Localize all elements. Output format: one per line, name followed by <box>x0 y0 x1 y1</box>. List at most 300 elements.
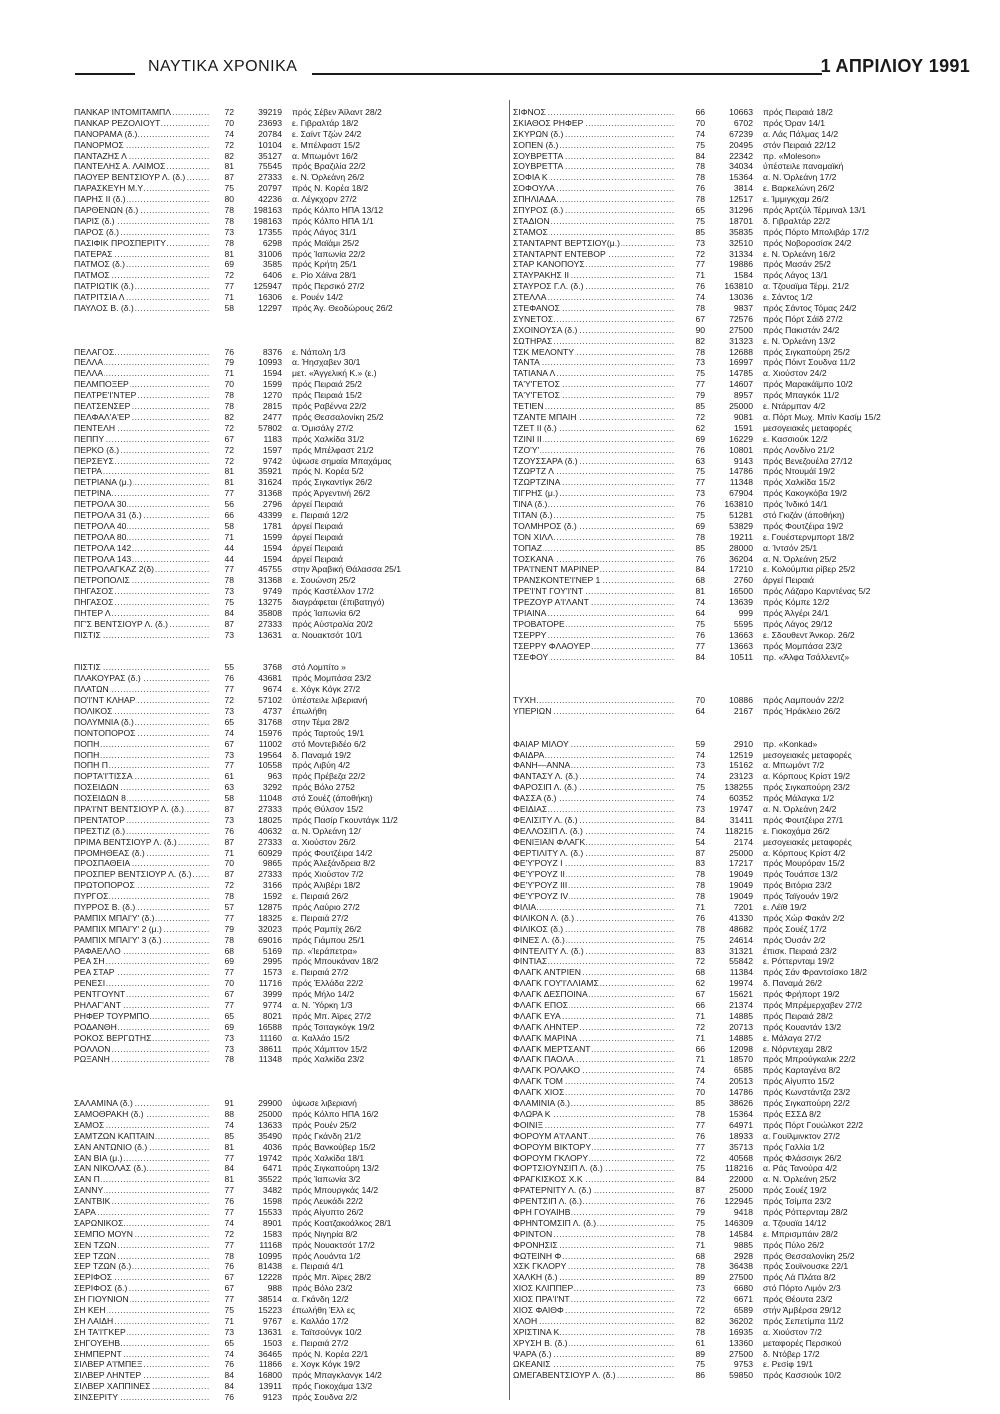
ship-name-text: ΦΟΡΟΥΜ Α'Ι'ΛΑΝΤ <box>513 1130 588 1141</box>
ship-row <box>74 891 488 902</box>
build-year: 76 <box>224 1392 234 1403</box>
ship-position: ε. Πειραιά 4/1 <box>292 1261 344 1272</box>
ship-position: στό Μοντεβιδέο 6/2 <box>292 738 366 749</box>
ship-name <box>513 891 675 902</box>
ship-position: δ. Παναμά 26/2 <box>763 978 823 989</box>
ship-position: πρός Πρέβεζα 22/2 <box>292 771 366 782</box>
build-year: 71 <box>224 847 234 858</box>
ship-name-text: ΠΑΥΛΟΣ Β. (δ.) <box>74 303 134 314</box>
tonnage: 2174 <box>733 836 753 847</box>
ship-name-text: ΠΕΤΡΟΠΟΛΙΣ <box>74 575 130 586</box>
ship-position: α. Ν. Όρλεάνη 17/2 <box>763 172 837 183</box>
build-year: 55 <box>224 662 234 673</box>
ship-row <box>513 913 995 924</box>
tonnage: 6471 <box>262 1163 282 1174</box>
build-year: 84 <box>695 814 705 825</box>
ship-name <box>513 270 675 281</box>
tonnage: 11716 <box>258 978 282 989</box>
build-year: 81 <box>224 161 234 172</box>
ship-row <box>74 1316 488 1327</box>
ship-name <box>74 499 210 510</box>
ship-position: ε. Γιοκοχάμα 26/2 <box>763 825 830 836</box>
ship-position: πρός Λονδίνο 21/2 <box>763 444 835 455</box>
ship-name <box>513 1033 675 1044</box>
ship-name <box>74 760 210 771</box>
ship-row <box>513 423 995 434</box>
ship-name <box>74 564 210 575</box>
tonnage: 118216 <box>724 1163 753 1174</box>
ship-row <box>513 140 995 151</box>
build-year: 67 <box>224 1272 234 1283</box>
tonnage: 69016 <box>258 934 282 945</box>
ship-position: πρός Νουακτσότ 17/2 <box>292 1239 375 1250</box>
ship-name-text: ΣΤΕΛΛΑ <box>513 292 547 303</box>
build-year: 77 <box>224 564 234 575</box>
ship-name <box>513 771 675 782</box>
ship-position: α. Τζουαϊα 14/12 <box>763 1217 827 1228</box>
ship-name-text: ΦΛΑΓΚ ΔΕΣΠΟΙΝΑ <box>513 989 588 1000</box>
build-year: 65 <box>224 1010 234 1021</box>
tonnage: 15533 <box>258 1206 282 1217</box>
tonnage: 18701 <box>729 215 753 226</box>
build-year: 71 <box>695 1032 705 1043</box>
tonnage: 10558 <box>258 760 282 771</box>
ship-name <box>513 1218 675 1229</box>
ship-name <box>74 837 210 848</box>
ship-position: πρός Πασίρ Γκουντάγκ 11/2 <box>292 814 398 825</box>
ship-position: α. Καλλάο 15/2 <box>292 1032 350 1043</box>
build-year: 74 <box>695 793 705 804</box>
build-year: 70 <box>224 858 234 869</box>
ship-row <box>513 477 995 488</box>
ship-position: πρός Μπαγκλανγκ 14/2 <box>292 1370 382 1381</box>
build-year: 77 <box>224 281 234 292</box>
ship-name <box>513 238 675 249</box>
tonnage: 27500 <box>729 1348 753 1359</box>
ship-position: άργεί Πειραιά <box>292 553 343 564</box>
tonnage: 9885 <box>733 1239 753 1250</box>
newspaper-title: ΝΑΥΤΙΚΑ ΧΡΟΝΙΚΑ <box>148 58 298 75</box>
ship-row <box>513 172 995 183</box>
build-year: 59 <box>695 738 705 749</box>
build-year: 88 <box>224 1108 234 1119</box>
ship-name <box>513 1283 675 1294</box>
ship-row <box>74 412 488 423</box>
tonnage: 41330 <box>729 912 753 923</box>
ship-name-text: ΠΡΕΝΤΑΤΟΡ <box>74 814 126 825</box>
ship-row <box>74 1283 488 1294</box>
ship-name <box>513 967 675 978</box>
ship-name-text: ΣΤΑΝΤΑΡΝΤ ΕΝΤΕΒΟΡ <box>513 248 606 259</box>
ship-row <box>74 1098 488 1109</box>
ship-position: πρ. «Ίεράπετρα» <box>292 945 358 956</box>
ship-name <box>513 1185 675 1196</box>
tonnage: 8901 <box>262 1217 282 1228</box>
tonnage: 15162 <box>729 760 753 771</box>
build-year: 74 <box>695 597 705 608</box>
column-divider <box>509 100 510 1400</box>
build-year: 79 <box>695 390 705 401</box>
ship-row <box>74 1054 488 1065</box>
ship-position: δ. Γιβραλτάρ 22/2 <box>763 215 831 226</box>
tonnage: 45755 <box>258 564 282 575</box>
build-year: 76 <box>224 1196 234 1207</box>
ship-position: πρός Θέουτα 23/2 <box>763 1294 833 1305</box>
ship-name-text: ΠΑΡΑΣΚΕΥΗ Μ.Υ <box>74 183 144 194</box>
build-year: 58 <box>224 520 234 531</box>
ship-name-text: ΦΡΕΝΤΣΙΠ Λ. (δ.) <box>513 1196 583 1207</box>
ship-name <box>513 1261 675 1272</box>
tonnage: 13360 <box>729 1337 753 1348</box>
ship-row <box>74 717 488 728</box>
ship-row <box>74 521 488 532</box>
ship-position: πρός Σιγκαπούρη 23/2 <box>763 782 850 793</box>
ship-row <box>513 554 995 565</box>
ship-name-text: ΠΕΤΡΟΛΑ 80 <box>74 531 127 542</box>
build-year: 86 <box>695 1370 705 1381</box>
tonnage: 16500 <box>729 586 753 597</box>
ship-row <box>513 564 995 575</box>
tonnage: 9749 <box>262 586 282 597</box>
ship-name-text: ΣΤΑΔΙΟΝ <box>513 215 550 226</box>
build-year: 78 <box>695 194 705 205</box>
ship-row <box>513 1294 995 1305</box>
ship-name-text: ΦΛΑΓΚ ΓΟΥ'Ι'ΛΛΙΑΜΣ <box>513 978 599 989</box>
ship-row <box>74 771 488 782</box>
ship-name <box>513 826 675 837</box>
ship-name-text: ΡΗΦΕΡ ΤΟΥΡΜΠΟ <box>74 1010 150 1021</box>
build-year: 73 <box>224 1032 234 1043</box>
ship-position: πρός Σέβεν Άϊλαντ 28/2 <box>292 107 382 117</box>
tonnage: 6589 <box>733 1304 753 1315</box>
ship-name <box>74 1163 210 1174</box>
ship-row <box>513 1109 995 1120</box>
build-year: 77 <box>224 967 234 978</box>
ship-name-text: ΦΛΑΓΚ ΛΗΝΤΕΡ <box>513 1021 579 1032</box>
ship-row <box>74 1131 488 1142</box>
ship-row <box>513 412 995 423</box>
build-year: 69 <box>224 1021 234 1032</box>
ship-row <box>513 902 995 913</box>
ship-position: ε. Κασσιούκ 12/2 <box>763 433 828 444</box>
ship-name-text: ΡΕΝΤΓΟΥΝΤ <box>74 989 126 1000</box>
ship-name <box>74 1240 210 1251</box>
ship-name <box>513 1272 675 1283</box>
ship-position: ε. Πειραιά 26/2 <box>292 891 349 902</box>
ship-name <box>74 140 210 151</box>
ship-name <box>74 1142 210 1153</box>
tonnage: 1270 <box>262 390 282 401</box>
tonnage: 20495 <box>729 139 753 150</box>
ship-position: πρός Πόιντ Σουδνα 11/2 <box>763 357 856 368</box>
ship-name-text: ΠΑΤΡΙΩΤΙΚ (δ.) <box>74 281 134 292</box>
ship-row <box>513 826 995 837</box>
tonnage: 16306 <box>258 292 282 303</box>
build-year: 61 <box>224 771 234 782</box>
ship-name <box>74 1109 210 1120</box>
tonnage: 36465 <box>258 1348 282 1359</box>
ship-name <box>74 488 210 499</box>
tonnage: 72576 <box>729 313 753 324</box>
ship-row <box>513 575 995 586</box>
tonnage: 13663 <box>729 640 753 651</box>
ship-name-text: ΠΕΛΤΡΕ'Ι'ΝΤΕΡ <box>74 390 137 401</box>
ship-name <box>74 1011 210 1022</box>
tonnage: 67904 <box>729 488 753 499</box>
build-year: 69 <box>224 259 234 270</box>
tonnage: 3482 <box>262 1185 282 1196</box>
ship-row <box>74 750 488 761</box>
tonnage: 14885 <box>729 1010 753 1021</box>
tonnage: 16935 <box>729 1326 753 1337</box>
build-year: 75 <box>695 368 705 379</box>
ship-position: α. Γκάνδη 12/2 <box>292 1294 349 1305</box>
tonnage: 10104 <box>258 139 282 150</box>
ship-position: πρός Άλγέρι 24/1 <box>763 607 829 618</box>
ship-name-text: ΣΗΜΠΕΡΝΤ <box>74 1348 122 1359</box>
build-year: 78 <box>695 891 705 902</box>
ship-position: πρός Νοβοροσίσκ 24/2 <box>763 237 852 248</box>
ship-name-text: ΠΑΝΤΑΖΗΣ Λ <box>74 150 127 161</box>
build-year: 78 <box>695 1108 705 1119</box>
ship-name <box>513 412 675 423</box>
ship-name-text: ΦΑΙΔΡΑ <box>513 749 545 760</box>
ship-name-text: ΠΕΝΤΕΛΗ <box>74 422 116 433</box>
ship-row <box>513 771 995 782</box>
tonnage: 31368 <box>258 488 282 499</box>
build-year: 44 <box>224 553 234 564</box>
ship-name <box>513 1131 675 1142</box>
ship-position: ε. Χόγκ Κόγκ 27/2 <box>292 684 361 695</box>
ship-position: ε. Ίμμιγκχαμ 26/2 <box>763 194 829 205</box>
ship-name-text: ΠΥΡΡΟΣ Β. (δ.) <box>74 902 136 913</box>
ship-position: πρός Πύλο 26/2 <box>763 1239 825 1250</box>
ship-name-text: ΤΑ'Υ'ΓΕΤΟΣ <box>513 390 560 401</box>
ship-name <box>74 379 210 390</box>
ship-name-text: ΦΕ'Υ'ΡΟΥΖ ΙV <box>513 891 569 902</box>
build-year: 65 <box>224 716 234 727</box>
tonnage: 988 <box>267 1283 282 1294</box>
ship-name <box>74 401 210 412</box>
ship-name-text: ΧΙΟΣ ΚΛΙΠΠΕΡ <box>513 1283 574 1294</box>
ship-name <box>513 423 675 434</box>
tonnage: 9742 <box>262 455 282 466</box>
tonnage: 14885 <box>729 1032 753 1043</box>
build-year: 75 <box>695 782 705 793</box>
ship-name <box>74 662 210 673</box>
ship-name-text: ΦΟΡΟΥΜ ΓΚΛΟΡΥ <box>513 1152 589 1163</box>
ship-name <box>513 456 675 467</box>
ship-row <box>74 281 488 292</box>
ship-name-text: ΡΑΦΑΕΛΛΟ <box>74 945 121 956</box>
ship-name-text: ΣΑΝ ΝΙΚΟΛΑΣ (δ.) <box>74 1163 147 1174</box>
ship-name-text: ΠΑΝΚΑΡ ΡΕΖΟΛΙΟΥΤ <box>74 117 161 128</box>
ship-name <box>74 368 210 379</box>
ship-name-text: ΤΟΝ ΧΙΛΛ <box>513 531 553 542</box>
ship-name <box>74 477 210 488</box>
ship-name <box>513 1316 675 1327</box>
ship-name-text: ΦΛΑΜΙΝΙΑ (δ.) <box>513 1098 571 1109</box>
ship-name-text: ΣΧΟΙΝΟΥΣΑ (δ.) <box>513 324 578 335</box>
ship-row <box>513 750 995 761</box>
build-year: 78 <box>695 1261 705 1272</box>
tonnage: 48682 <box>729 923 753 934</box>
build-year: 85 <box>695 226 705 237</box>
ship-position: α. Χιούστον 7/2 <box>763 1326 822 1337</box>
ship-position: πρός Αύστραλία 20/2 <box>292 618 373 629</box>
ship-position: πρός Μουρόραν 15/2 <box>763 858 845 869</box>
ship-position: έπωλήθη <box>292 705 327 716</box>
ship-position: πρός Ταϊγουάν 19/2 <box>763 891 839 902</box>
ship-name <box>513 815 675 826</box>
ship-name <box>513 172 675 183</box>
ship-position: πρ. «Konkad» <box>763 738 818 749</box>
tonnage: 27500 <box>729 324 753 335</box>
tonnage: 12519 <box>729 749 753 760</box>
build-year: 78 <box>695 1326 705 1337</box>
ship-row <box>513 488 995 499</box>
ship-name-text: ΠΓ'Σ ΒΕΝΤΣΙΟΥΡ Λ. (δ.) <box>74 618 168 629</box>
ship-row <box>513 194 995 205</box>
ship-row <box>74 1011 488 1022</box>
ship-position: ε. Νόρντεχαμ 28/2 <box>763 1043 833 1054</box>
tonnage: 8376 <box>262 346 282 357</box>
ship-position: πρός Βόλο 23/2 <box>292 1283 353 1294</box>
ship-name-text: ΠΟ'Ι'ΝΤ ΚΛΗΑΡ <box>74 695 136 706</box>
ship-position: πρός Φουτζέιρα 27/1 <box>763 814 844 825</box>
tonnage: 35490 <box>258 1130 282 1141</box>
tonnage: 32023 <box>258 923 282 934</box>
ship-name <box>74 151 210 162</box>
ship-name <box>74 1174 210 1185</box>
ship-name <box>74 1131 210 1142</box>
tonnage: 18933 <box>729 1130 753 1141</box>
ship-row <box>74 630 488 641</box>
ship-name-text: ΠΟΣΕΙΔΩΝ 8 <box>74 793 126 804</box>
build-year: 73 <box>224 629 234 640</box>
build-year: 74 <box>224 727 234 738</box>
build-year: 77 <box>224 760 234 771</box>
ship-position: πρός Όραν 14/1 <box>763 117 826 128</box>
ship-name <box>74 935 210 946</box>
ship-name <box>513 347 675 358</box>
ship-position: πρός Μομπάσα 23/2 <box>292 673 372 684</box>
ship-position: μεσογειακές μεταφορές <box>763 749 852 760</box>
build-year: 73 <box>224 749 234 760</box>
ship-name-text: ΠΙΣΤΙΣ <box>74 662 101 673</box>
build-year: 87 <box>224 172 234 183</box>
build-year: 72 <box>224 880 234 891</box>
build-year: 71 <box>224 292 234 303</box>
tonnage: 23693 <box>258 117 282 128</box>
ship-position: πρός Μάλαγκα 1/2 <box>763 793 835 804</box>
tonnage: 13633 <box>258 1119 282 1130</box>
ship-name <box>74 793 210 804</box>
build-year: 77 <box>695 1119 705 1130</box>
ship-name <box>74 303 210 314</box>
ship-name <box>74 684 210 695</box>
ship-name <box>74 575 210 586</box>
tonnage: 17355 <box>258 226 282 237</box>
build-year: 82 <box>695 1315 705 1326</box>
ship-name <box>513 1359 675 1370</box>
ship-name <box>513 194 675 205</box>
ship-row <box>74 379 488 390</box>
ship-position: πρός Τσίμπα 23/2 <box>763 1196 832 1207</box>
build-year: 71 <box>695 1010 705 1021</box>
ship-section <box>513 695 995 717</box>
ship-row <box>74 543 488 554</box>
tonnage: 15364 <box>729 172 753 183</box>
ship-row <box>513 891 995 902</box>
ship-position: ε. Ντάρμπαν 4/2 <box>763 401 826 412</box>
ship-name <box>513 499 675 510</box>
ship-name <box>513 510 675 521</box>
build-year: 81 <box>695 586 705 597</box>
ship-name <box>74 1098 210 1109</box>
ship-row <box>513 1142 995 1153</box>
ship-name-text: ΧΙΟΣ ΦΑΙΘΦ <box>513 1304 564 1315</box>
tonnage: 24614 <box>729 934 753 945</box>
ship-position: πρός Κωνστάντζα 23/2 <box>763 1087 851 1098</box>
ship-name-text: ΤΡΕ'Ι'ΝΤ ΓΟΥ'Ι'ΝΤ <box>513 586 584 597</box>
tonnage: 31334 <box>729 248 753 259</box>
ship-row <box>513 1131 995 1142</box>
build-year: 84 <box>695 1174 705 1185</box>
ship-position: πρός Θεσσαλονίκη 25/2 <box>763 1250 855 1261</box>
ship-row <box>74 183 488 194</box>
ship-name <box>74 1044 210 1055</box>
tonnage: 20713 <box>729 1021 753 1032</box>
build-year: 84 <box>695 564 705 575</box>
ship-section <box>513 739 995 1382</box>
ship-name-text: ΧΑΛΚΗ (δ.) <box>513 1272 558 1283</box>
ship-name <box>513 1349 675 1360</box>
tonnage: 1594 <box>262 368 282 379</box>
ship-name <box>513 488 675 499</box>
ship-position: πρός Κόλπο ΗΠΑ 16/2 <box>292 1108 379 1119</box>
ship-name <box>74 347 210 358</box>
ship-name <box>74 161 210 172</box>
ship-name-text: ΣΗ ΤΑ'Ι'ΓΚΕΡ <box>74 1326 126 1337</box>
ship-name <box>513 1000 675 1011</box>
ship-position: πρός Ίνδικό 14/1 <box>763 499 828 510</box>
ship-row <box>513 1218 995 1229</box>
ship-name <box>513 1196 675 1207</box>
build-year: 84 <box>224 1370 234 1381</box>
ship-name-text: ΣΗ ΓΙΟΥΝΙΟΝ <box>74 1294 129 1305</box>
tonnage: 1573 <box>262 967 282 978</box>
tonnage: 10993 <box>258 357 282 368</box>
ship-section <box>74 1098 488 1403</box>
tonnage: 60929 <box>258 847 282 858</box>
ship-row <box>74 532 488 543</box>
ship-name-text: ΩΚΕΑΝΙΣ <box>513 1359 551 1370</box>
ship-position: πρός Κασσιούκ 10/2 <box>763 1370 842 1381</box>
build-year: 68 <box>224 945 234 956</box>
ship-name-text: ΣΑΝΝΥ <box>74 1185 104 1196</box>
ship-name-text: ΠΛΑΚΟΥΡΑΣ (δ.) <box>74 673 141 684</box>
build-year: 78 <box>224 215 234 226</box>
ship-position: πρός Τουάπσε 13/2 <box>763 869 838 880</box>
left-column <box>74 107 488 1403</box>
ship-row <box>513 1229 995 1240</box>
ship-row <box>513 466 995 477</box>
ship-name <box>74 891 210 902</box>
tonnage: 9674 <box>262 684 282 695</box>
ship-name-text: ΣΕΜΠΟ ΜΟΥΝ <box>74 1228 133 1239</box>
ship-name <box>74 1381 210 1392</box>
